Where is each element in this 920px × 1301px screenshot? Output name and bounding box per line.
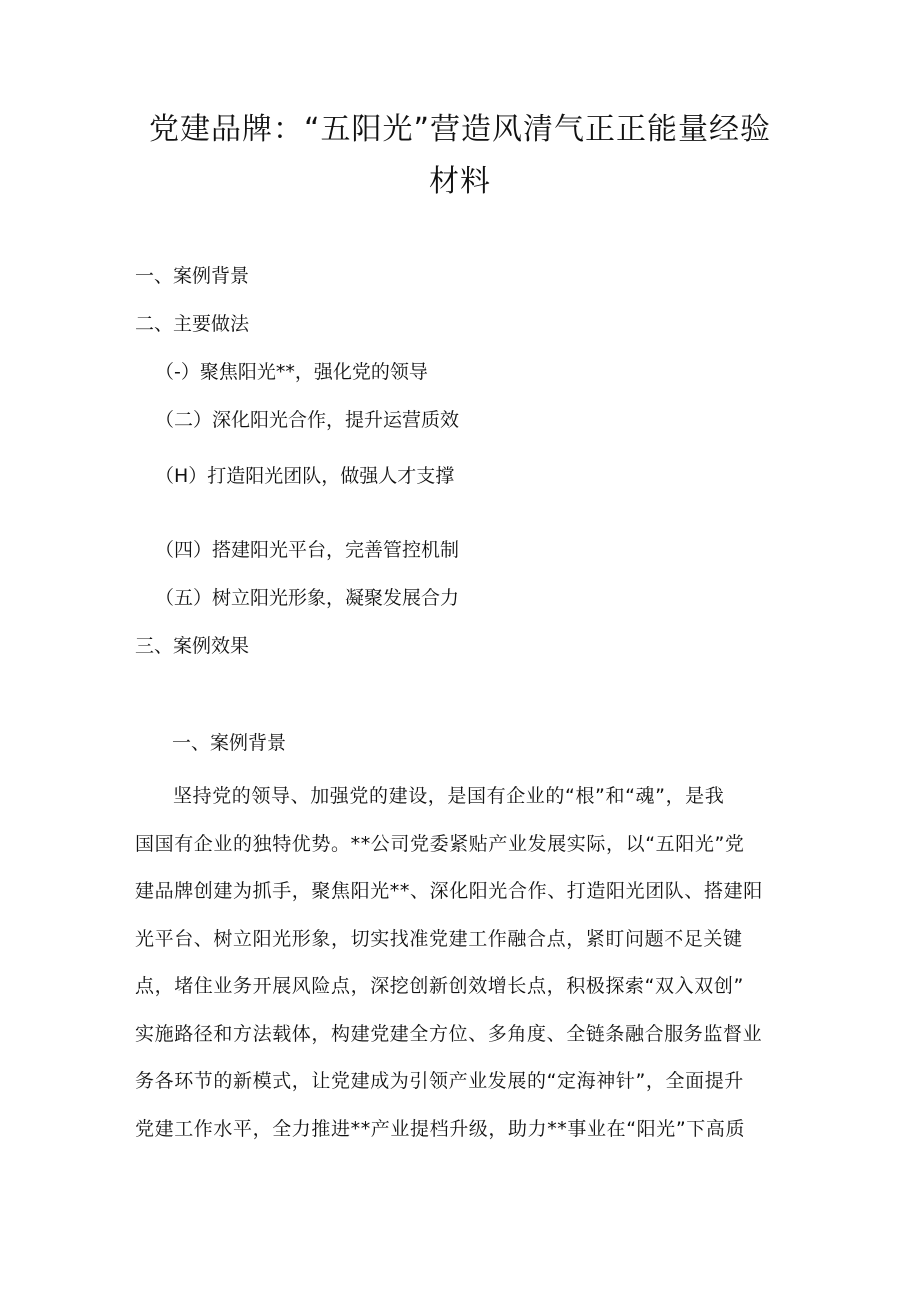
paragraph-line: 实施路径和方法载体，构建党建全方位、多角度、全链条融合服务监督业 [135,1022,763,1045]
toc-item-sub-1: （-）聚焦阳光**，强化党的领导 [155,361,428,383]
paragraph-line: 国国有企业的独特优势。**公司党委紧贴产业发展实际，以“五阳光”党 [135,832,745,855]
paragraph-line: 光平台、树立阳光形象，切实找准党建工作融合点，紧盯问题不足关键 [135,927,743,950]
toc-item-sub-2: （二）深化阳光合作，提升运营质效 [155,409,460,431]
paragraph-line: 坚持党的领导、加强党的建设，是国有企业的“根”和“魂”，是我 [173,785,725,807]
title-line-1: 党建品牌：“五阳光”营造风清气正正能量经验 [148,112,772,147]
toc-item-sub-5: （五）树立阳光形象，凝聚发展合力 [155,587,460,609]
section-heading: 一、案例背景 [172,732,287,754]
document-title [120,104,800,208]
toc-item-results: 三、案例效果 [135,635,250,657]
title-line-2: 材料 [429,164,491,199]
paragraph-line: 点，堵住业务开展风险点，深挖创新创效增长点，积极探索“双入双创” [135,975,744,997]
paragraph-line: 党建工作水平，全力推进**产业提档升级，助力**事业在“阳光”下高质 [135,1117,746,1140]
body-paragraph [135,773,785,1153]
paragraph-line: 建品牌创建为抓手，聚焦阳光**、深化阳光合作、打造阳光团队、搭建阳 [135,880,763,902]
paragraph-line: 务各环节的新模式，让党建成为引领产业发展的“定海神针”，全面提升 [135,1070,744,1092]
toc-item-background: 一、案例背景 [135,265,250,287]
toc-item-sub-4: （四）搭建阳光平台，完善管控机制 [155,539,460,561]
toc-item-main-practices: 二、主要做法 [135,313,250,335]
toc-item-sub-3: （H）打造阳光团队，做强人才支撑 [155,465,455,487]
